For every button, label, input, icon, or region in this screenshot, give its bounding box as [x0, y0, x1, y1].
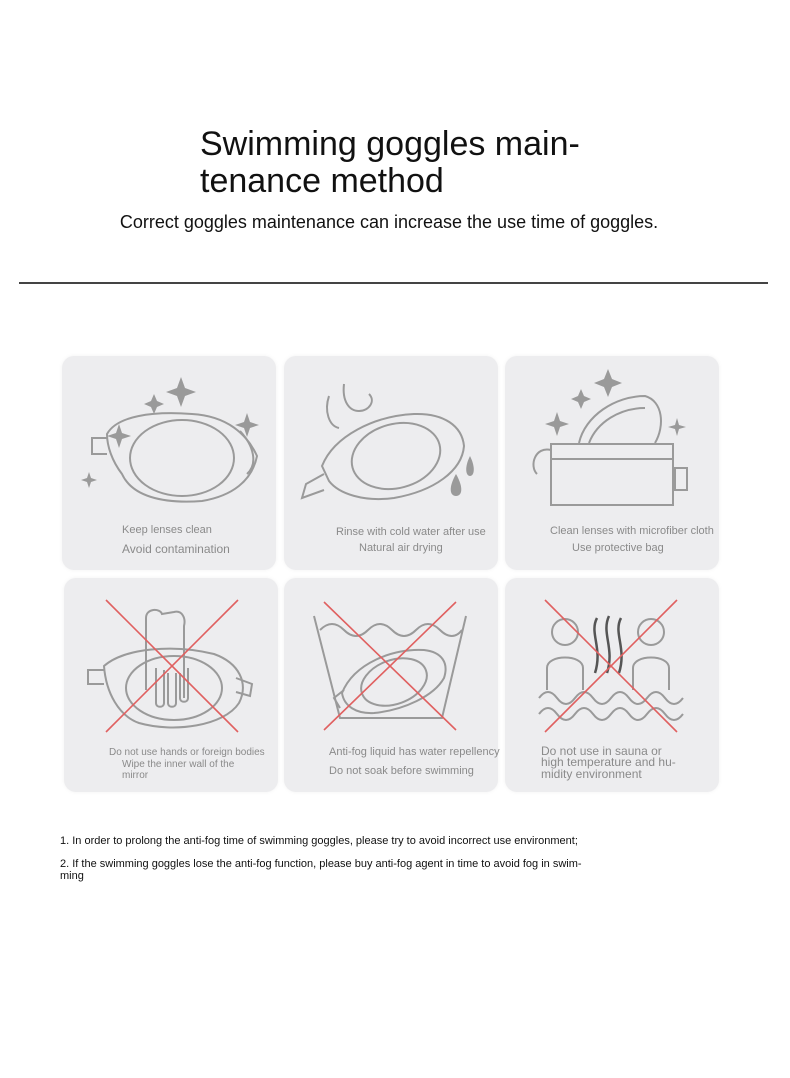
caption-high-temp: high temperature and hu-: [541, 755, 676, 769]
card-keep-clean: [62, 356, 276, 570]
caption-humidity: midity environment: [541, 767, 642, 781]
caption-mirror: mirror: [122, 770, 149, 781]
caption-anti-fog: Anti-fog liquid has water repellency: [329, 746, 500, 758]
caption-avoid-contamination: Avoid contamination: [122, 542, 230, 556]
no-soak-icon: [284, 578, 498, 792]
caption-no-hands: Do not use hands or foreign bodies: [109, 747, 265, 758]
note-1: 1. In order to prolong the anti-fog time of swimming goggles, please try to avoid incorrect use environment;: [60, 835, 578, 847]
caption-microfiber: Clean lenses with microfiber cloth: [550, 525, 714, 537]
caption-no-soak: Do not soak before swimming: [329, 765, 474, 777]
note-2-line-2: ming: [60, 870, 84, 882]
goggles-in-bag-icon: [505, 356, 719, 570]
note-2-line-1: 2. If the swimming goggles lose the anti-fog function, please buy anti-fog agent in time to avoid fog in swim-: [60, 858, 582, 870]
title-line-1: Swimming goggles main-: [200, 125, 580, 163]
caption-air-dry: Natural air drying: [359, 542, 443, 554]
card-microfiber: [505, 356, 719, 570]
sparkling-goggles-icon: [62, 356, 276, 570]
caption-rinse: Rinse with cold water after use: [336, 526, 486, 538]
page-subtitle: Correct goggles maintenance can increase the use time of goggles.: [119, 212, 659, 232]
header-divider: [19, 282, 768, 284]
caption-no-sauna: Do not use in sauna or: [541, 744, 662, 758]
caption-protective-bag: Use protective bag: [572, 542, 664, 554]
caption-keep-clean: Keep lenses clean: [122, 524, 212, 536]
caption-inner-wall: Wipe the inner wall of the: [122, 759, 235, 770]
card-no-soak: [284, 578, 498, 792]
page-title: [200, 126, 620, 200]
title-line-2: tenance method: [200, 162, 444, 200]
